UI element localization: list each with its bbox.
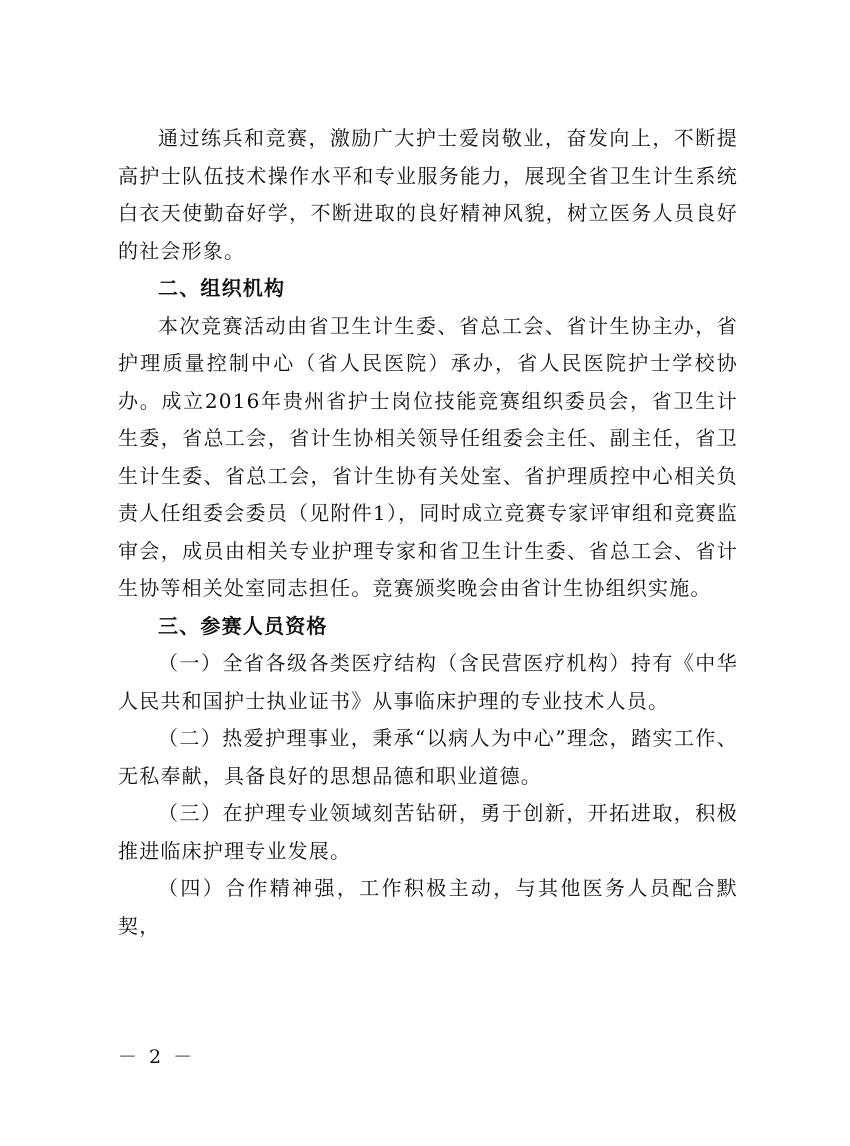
section-heading-organization: 二、组织机构 xyxy=(158,276,286,300)
paragraph-eligibility-4: （四）合作精神强，工作积极主动，与其他医务人员配合默契， xyxy=(118,876,738,938)
paragraph-eligibility-2: （二）热爱护理事业，秉承“以病人为中心”理念，踏实工作、无私奉献，具备良好的思想品德和职业道德。 xyxy=(118,726,738,788)
section-heading-eligibility: 三、参赛人员资格 xyxy=(158,613,328,638)
page-number: － 2 － xyxy=(118,1046,196,1068)
paragraph-organization: 本次竞赛活动由省卫生计生委、省总工会、省计生协主办，省护理质量控制中心（省人民医院）承办，省人民医院护士学校协办。成立2016年贵州省护士岗位技能竞赛组织委员会，省卫生计生委，省总工会，省计生协相关领导任组委会主任、副主任，省卫生计生委、省总工会，省计生协有关处室、省护理质控中心相关负责人任组委会委员（见附件1），同时成立竞赛专家评审组和竞赛监审会，成员由相关专业护理专家和省卫生计生委、省总工会、省计生协等相关处室同志担任。竞赛颁奖晚会由省计生协组织实施。 xyxy=(118,313,738,600)
paragraph-purpose-continuation: 通过练兵和竞赛，激励广大护士爱岗敬业，奋发向上，不断提高护士队伍技术操作水平和专业服务能力，展现全省卫生计生系统白衣天使勤奋好学，不断进取的良好精神风貌，树立医务人员良好的社会形象。 xyxy=(118,126,738,263)
paragraph-eligibility-3: （三）在护理专业领域刻苦钻研，勇于创新，开拓进取，积极推进临床护理专业发展。 xyxy=(118,801,738,863)
document-body xyxy=(118,120,738,945)
paragraph-eligibility-1: （一）全省各级各类医疗结构（含民营医疗机构）持有《中华人民共和国护士执业证书》从事临床护理的专业技术人员。 xyxy=(118,651,738,713)
